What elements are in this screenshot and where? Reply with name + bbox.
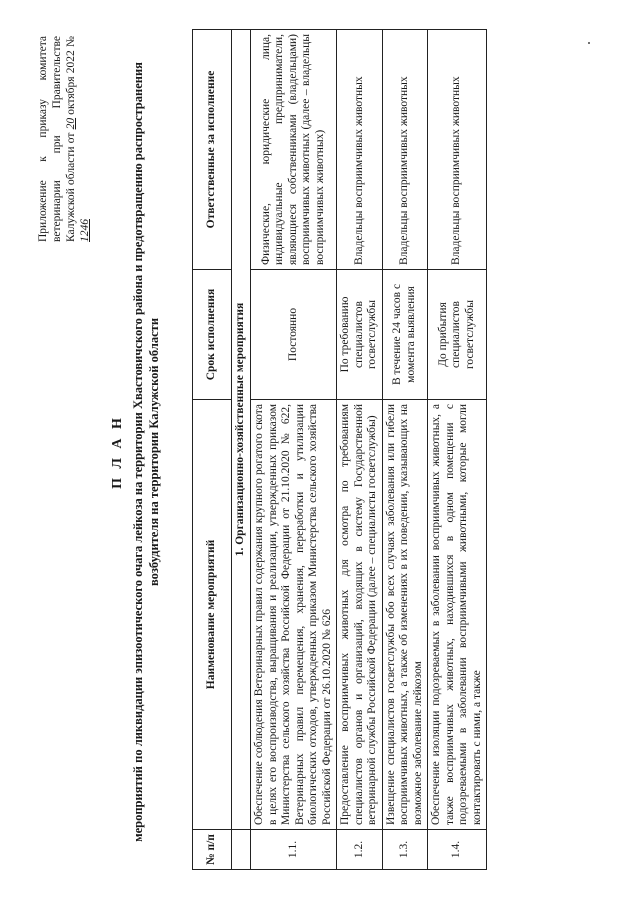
row-name: Предоставление восприимчивых животных для осмотра по требованиям специалистов органов и организаций, входящих в систему Государственной ветеринарной службы Российской Федерации (далее – специалисты госветслужбы)	[337, 400, 383, 830]
row-responsible: Физические, юридические лица, индивидуальные предприниматели, являющиеся собственниками (владельцами) восприимчивых животных (далее – владельцы восприимчивых животных)	[251, 30, 337, 270]
table-row	[337, 30, 383, 870]
row-name: Извещение специалистов госветслужбы обо всех случаях заболевания или гибели восприимчивых животных, а также об изменениях в их поведении, указывающих на возможное заболевание лейкозом	[382, 400, 428, 830]
table-row	[251, 30, 337, 870]
row-responsible: Владельцы восприимчивых животных	[337, 30, 383, 270]
row-responsible: Владельцы восприимчивых животных	[428, 30, 487, 270]
row-term: До прибытия специалистов госветслужбы	[428, 270, 487, 400]
header-term: Срок исполнения	[193, 270, 232, 400]
row-responsible: Владельцы восприимчивых животных	[382, 30, 428, 270]
table-row	[428, 30, 487, 870]
row-term: Постоянно	[251, 270, 337, 400]
header-name: Наименование мероприятий	[193, 400, 232, 830]
row-num: 1.1.	[251, 830, 337, 870]
row-num: 1.2.	[337, 830, 383, 870]
table-header-row	[193, 30, 232, 870]
row-num: 1.3.	[382, 830, 428, 870]
row-name: Обеспечение соблюдения Ветеринарных правил содержания крупного рогатого скота в целях его воспроизводства, выращивания и реализации, утвержденных приказом Министерства сельского хозяйства Российской Федерации от 21.10.2020 № 622, Ветеринарных правил перемещения, хранения, переработки и утилизации биологических отходов, утвержденных приказом Министерства сельского хозяйства Российской Федерации от 26.10.2020 № 626	[251, 400, 337, 830]
plan-table	[192, 29, 487, 870]
document-title: П Л А Н	[110, 415, 125, 489]
row-num: 1.4.	[428, 830, 487, 870]
header-num: № п/п	[193, 830, 232, 870]
row-name: Обеспечение изоляции подозреваемых в заболевании восприимчивых животных, а также восприимчивых животных, находившихся в одном помещении с подозреваемыми в заболевании восприимчивыми животными, которые могли контактировать с ними, а также	[428, 400, 487, 830]
scan-speck	[588, 42, 590, 44]
appendix-number: 1246	[79, 219, 91, 242]
section-spacer	[232, 830, 251, 870]
row-term: В течение 24 часов с момента выявления	[382, 270, 428, 400]
appendix-note	[36, 36, 92, 242]
table-row	[382, 30, 428, 870]
document-subtitle: мероприятий по ликвидации эпизоотического очага лейкоза на территории Хвастовичского района и предотвращению распространения возбудителя на территории Калужской области	[131, 62, 161, 842]
appendix-month-year: октября 2022 №	[65, 36, 77, 115]
header-responsible: Ответственные за исполнение	[193, 30, 232, 270]
row-term: По требованию специалистов госветслужбы	[337, 270, 383, 400]
appendix-day: 20	[65, 117, 77, 130]
section-title: 1. Организационно-хозяйственные мероприятия	[232, 30, 251, 830]
section-row	[232, 30, 251, 870]
appendix-prefix: Приложение к приказу комитета ветеринарии при Правительстве Калужской области от	[37, 36, 77, 242]
